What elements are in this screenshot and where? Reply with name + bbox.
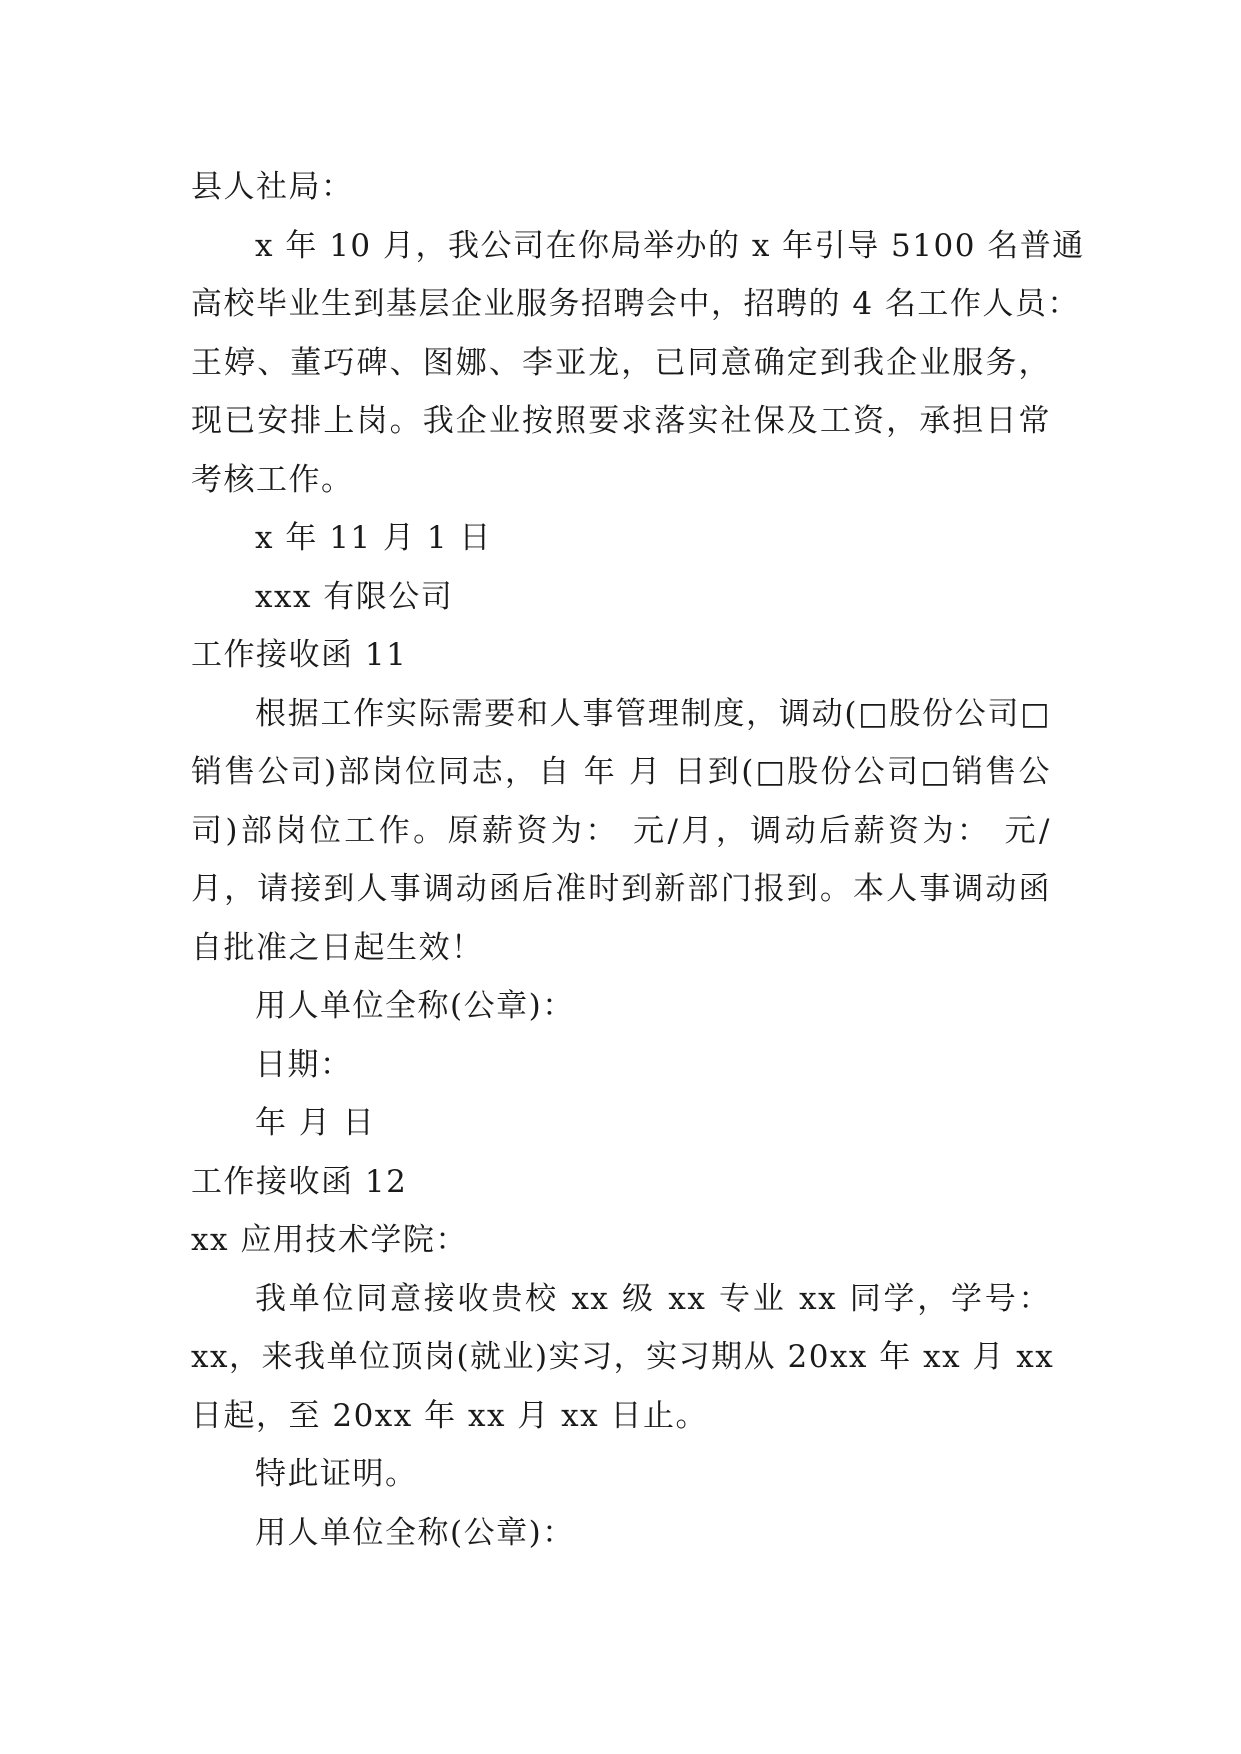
text-line: 自批准之日起生效！	[191, 929, 484, 966]
document-body	[191, 158, 1085, 1562]
text-line: 根据工作实际需要和人事管理制度，调动(□股份公司□	[255, 695, 1051, 732]
text-line: 特此证明。	[255, 1456, 418, 1492]
text-line: 考核工作。	[191, 461, 354, 498]
text-line: 我单位同意接收贵校 xx 级 xx 专业 xx 同学，学号：	[255, 1280, 1051, 1317]
text-line: xx 应用技术学院：	[191, 1222, 468, 1258]
text-line: x 年 11 月 1 日	[255, 520, 492, 556]
text-line: 高校毕业生到基层企业服务招聘会中，招聘的 4 名工作人员：	[191, 286, 1080, 322]
text-line: 日期：	[255, 1046, 353, 1083]
text-line: xx，来我单位顶岗(就业)实习，实习期从 20xx 年 xx 月 xx	[191, 1339, 1055, 1375]
text-line: 年 月 日	[255, 1105, 376, 1141]
text-line: 销售公司)部岗位同志，自 年 月 日到(□股份公司□销售公	[191, 754, 1051, 790]
text-line: 司)部岗位工作。原薪资为： 元/月，调动后薪资为： 元/	[191, 812, 1051, 849]
text-line: 月，请接到人事调动函后准时到新部门报到。本人事调动函	[191, 871, 1051, 907]
text-line: 日起，至 20xx 年 xx 月 xx 日止。	[191, 1397, 708, 1434]
text-line: 工作接收函 12	[191, 1163, 408, 1200]
text-line: xxx 有限公司	[255, 578, 454, 615]
text-line: 县人社局：	[191, 169, 354, 205]
text-line: x 年 10 月，我公司在你局举办的 x 年引导 5100 名普通	[255, 227, 1085, 264]
text-line: 工作接收函 11	[191, 637, 408, 673]
text-line: 现已安排上岗。我企业按照要求落实社保及工资，承担日常	[191, 403, 1051, 439]
text-line: 用人单位全称(公章)：	[255, 1514, 575, 1551]
text-line: 王婷、董巧碑、图娜、李亚龙，已同意确定到我企业服务，	[191, 344, 1051, 381]
text-line: 用人单位全称(公章)：	[255, 988, 575, 1024]
